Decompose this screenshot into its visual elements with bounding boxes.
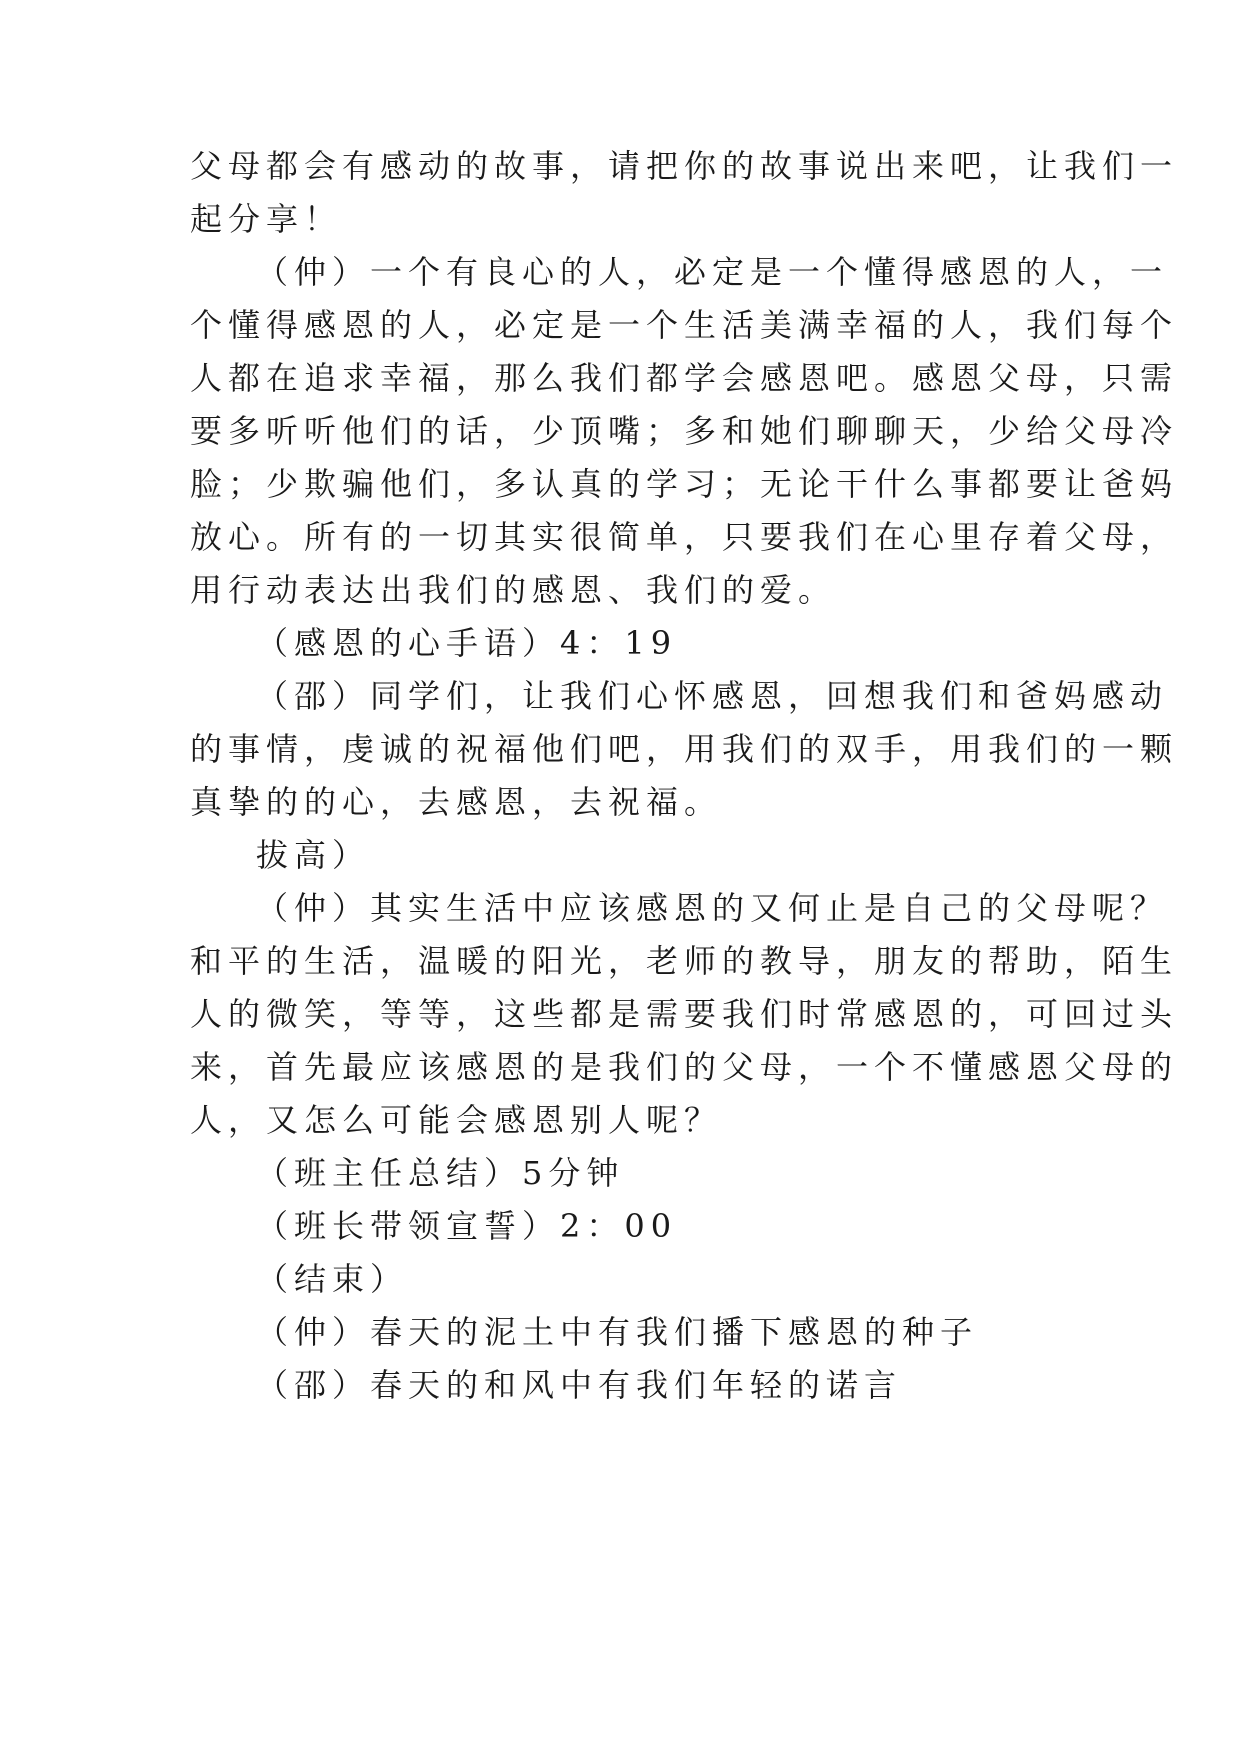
text-line: （邵）春天的和风中有我们年轻的诺言 <box>256 1366 903 1404</box>
text-line: （仲）一个有良心的人，必定是一个懂得感恩的人，一 <box>256 253 1169 291</box>
text-line: 人都在追求幸福，那么我们都学会感恩吧。感恩父母，只需 <box>190 359 1179 397</box>
text-line: （感恩的心手语）4：19 <box>256 624 678 662</box>
text-line: 的事情，虔诚的祝福他们吧，用我们的双手，用我们的一颗 <box>190 730 1179 768</box>
text-line: （邵）同学们，让我们心怀感恩，回想我们和爸妈感动 <box>256 677 1169 715</box>
text-line: （仲）春天的泥土中有我们播下感恩的种子 <box>256 1313 979 1351</box>
text-line: 拔高） <box>256 836 371 874</box>
text-line: 脸；少欺骗他们，多认真的学习；无论干什么事都要让爸妈 <box>190 465 1179 503</box>
text-line: （结束） <box>256 1260 409 1298</box>
text-line: 父母都会有感动的故事，请把你的故事说出来吧，让我们一 <box>190 147 1179 185</box>
text-line: （班长带领宣誓）2：00 <box>256 1207 678 1245</box>
text-line: 真挚的的心，去感恩，去祝福。 <box>190 783 723 821</box>
text-line: （仲）其实生活中应该感恩的又何止是自己的父母呢？ <box>256 889 1169 927</box>
text-line: 起分享！ <box>190 200 343 238</box>
text-line: 用行动表达出我们的感恩、我们的爱。 <box>190 571 837 609</box>
text-line: 个懂得感恩的人，必定是一个生活美满幸福的人，我们每个 <box>190 306 1179 344</box>
text-line: 人，又怎么可能会感恩别人呢？ <box>190 1101 723 1139</box>
text-line: 人的微笑，等等，这些都是需要我们时常感恩的，可回过头 <box>190 995 1179 1033</box>
text-line: 来，首先最应该感恩的是我们的父母，一个不懂感恩父母的 <box>190 1048 1179 1086</box>
text-line: 和平的生活，温暖的阳光，老师的教导，朋友的帮助，陌生 <box>190 942 1179 980</box>
text-line: （班主任总结）5分钟 <box>256 1154 625 1192</box>
text-line: 要多听听他们的话，少顶嘴；多和她们聊聊天，少给父母冷 <box>190 412 1179 450</box>
text-line: 放心。所有的一切其实很简单，只要我们在心里存着父母， <box>190 518 1179 556</box>
